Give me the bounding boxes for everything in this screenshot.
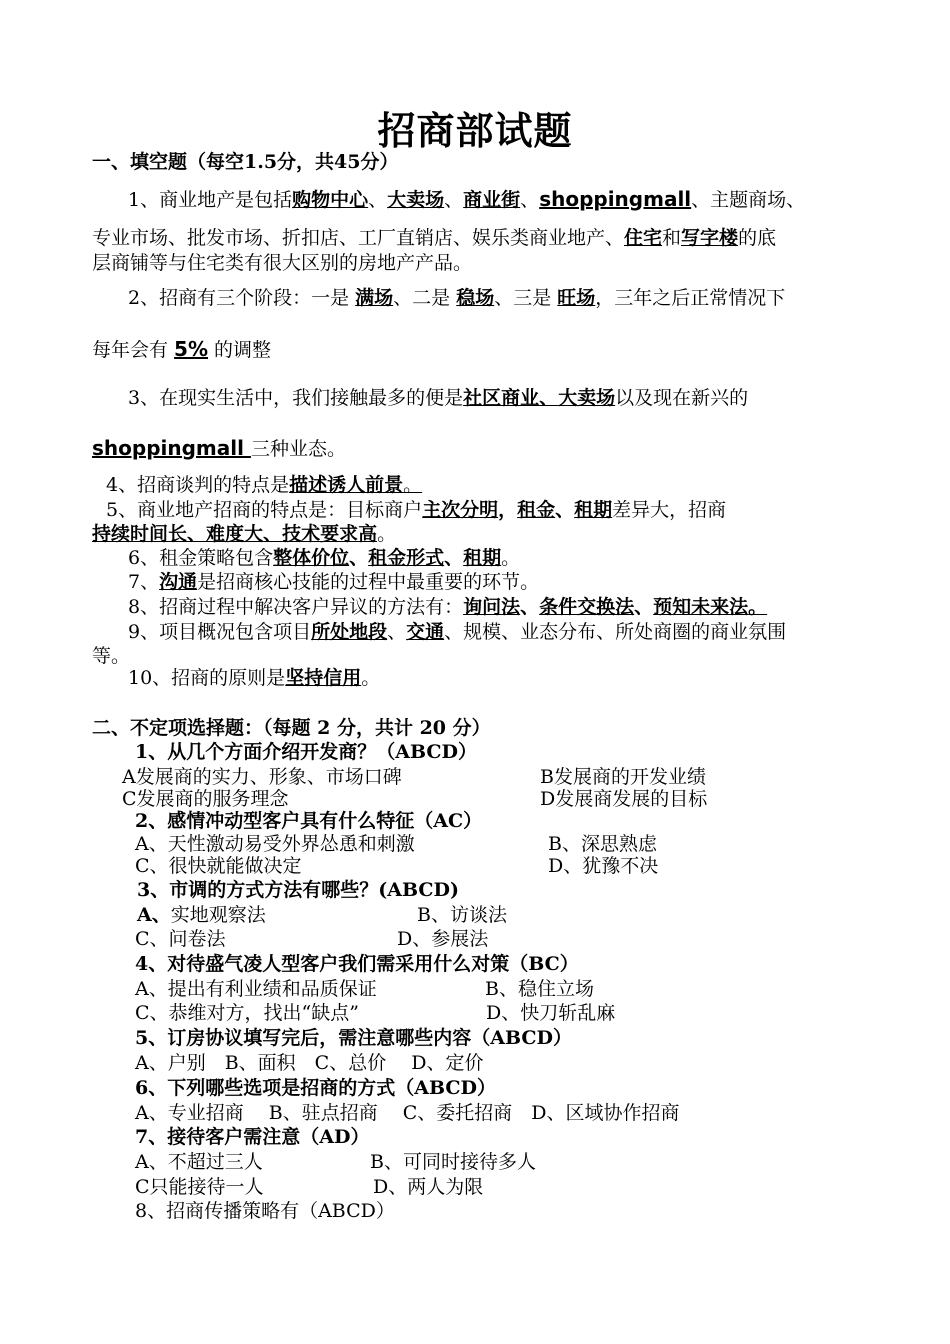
- q9-text-2: 、规模、业态分布、所处商圈的商业氛围: [444, 621, 787, 643]
- q8-line: [128, 595, 767, 619]
- mc7-option-b: B、可同时接待多人: [370, 1151, 536, 1173]
- q3-text-2: 以及现在新兴的: [615, 387, 749, 409]
- q1-line3: 层商铺等与住宅类有很大区别的房地产产品。: [92, 252, 473, 274]
- q7-text: 7、: [128, 571, 160, 593]
- mc3-option-b: B、访谈法: [417, 904, 507, 926]
- q3-line1: [128, 386, 748, 410]
- mc4-question: 4、对待盛气凌人型客户我们需采用什么对策（BC）: [135, 953, 579, 975]
- q5-line1: [106, 498, 726, 522]
- q1-answer-2: 大卖场: [387, 189, 445, 211]
- section2-heading: 二、不定项选择题：（每题 2 分，共计 20 分）: [92, 717, 491, 739]
- q3-text: 3、在现实生活中，我们接触最多的便是: [128, 387, 464, 409]
- q8-text: 8、招商过程中解决客户异议的方法有：: [128, 596, 464, 618]
- q8-sep-2: 、: [634, 596, 654, 618]
- q5-answer-2: 租金: [517, 499, 556, 521]
- q1-sep-3: 、: [520, 189, 540, 211]
- mc5-question: 5、订房协议填写完后，需注意哪些内容（ABCD）: [135, 1027, 572, 1049]
- mc2-option-d: D、犹豫不决: [548, 855, 659, 877]
- q10-line: [128, 666, 380, 690]
- q5-answer-4: 持续时间长: [92, 523, 188, 545]
- mc1-option-a: A发展商的实力、形象、市场口碑: [122, 766, 402, 788]
- mc3-option-a-letter: A、: [137, 904, 171, 926]
- q1-text-2: 、主题商场、: [691, 189, 806, 211]
- q5-sep-1: ，: [498, 499, 518, 521]
- mc1-question: 1、从几个方面介绍开发商？（ABCD）: [135, 741, 477, 763]
- q10-answer-1: 坚持信用: [285, 667, 362, 689]
- q2-text-5: 每年会有: [92, 339, 175, 361]
- q2-text-6: 的调整: [208, 339, 272, 361]
- mc7-option-d: D、两人为限: [373, 1176, 484, 1198]
- mc1-option-d: D发展商发展的目标: [540, 788, 708, 810]
- mc6-options: A、专业招商 B、驻点招商 C、委托招商 D、区域协作招商: [135, 1102, 680, 1124]
- q3-answer-3: shoppingmall: [92, 436, 251, 460]
- q6-line: [128, 546, 520, 570]
- q2-line1: [128, 286, 785, 310]
- q2-answer-1: 满场: [355, 287, 394, 309]
- mc8-question: 8、招商传播策略有（ABCD）: [135, 1200, 395, 1222]
- q5-answer-1: 主次分明: [422, 499, 499, 521]
- q8-sep-1: 、: [520, 596, 540, 618]
- q1-text: 1、商业地产是包括: [128, 189, 293, 211]
- mc4-option-d: D、快刀斩乱麻: [486, 1002, 616, 1024]
- q2-text-4: ，三年之后正常情况下: [595, 287, 786, 309]
- mc4-option-c: C、恭维对方，找出“缺点”: [135, 1002, 359, 1024]
- q3-answer-1: 社区商业: [463, 387, 540, 409]
- mc2-option-c: C、很快就能做决定: [135, 855, 302, 877]
- mc1-option-c: C发展商的服务理念: [122, 788, 289, 810]
- q2-answer-4: 5%: [174, 337, 209, 361]
- q1-answer-4: shoppingmall: [539, 187, 692, 211]
- q2-line2: [92, 337, 271, 362]
- q2-text-3: 、三是: [494, 287, 558, 309]
- mc7-option-a: A、不超过三人: [135, 1151, 263, 1173]
- q5-line2: [92, 522, 396, 546]
- mc6-question: 6、下列哪些选项是招商的方式（ABCD）: [135, 1077, 496, 1099]
- mc3-option-a: [137, 903, 266, 927]
- q7-line: [128, 570, 539, 594]
- q1-answer-5: 住宅: [624, 227, 663, 249]
- q1-text-5: 的底: [738, 227, 777, 249]
- q1-answer-3: 商业街: [463, 189, 521, 211]
- q3-line2: [92, 436, 346, 461]
- q3-answer-2: 大卖场: [558, 387, 616, 409]
- mc2-question: 2、感情冲动型客户具有什么特征（AC）: [135, 810, 483, 832]
- section1-heading: 一、填空题（每空1.5分，共45分）: [92, 151, 399, 173]
- q5-answer-3: 租期: [574, 499, 613, 521]
- q9-sep-1: 、: [387, 621, 407, 643]
- q8-text-2: 。: [748, 596, 768, 618]
- q9-answer-1: 所处地段: [311, 621, 388, 643]
- q5-sep-4: 、: [263, 523, 283, 545]
- q10-text-2: 。: [361, 667, 381, 689]
- mc7-question: 7、接待客户需注意（AD）: [135, 1126, 370, 1148]
- q5-sep-2: 、: [555, 499, 575, 521]
- mc1-option-b: B发展商的开发业绩: [540, 766, 706, 788]
- q5-text: 5、商业地产招商的特点是：目标商户: [106, 499, 423, 521]
- q6-sep-2: 、: [444, 547, 464, 569]
- q9-line2: 等。: [92, 645, 131, 667]
- mc3-option-d: D、参展法: [397, 928, 489, 950]
- q1-text-4: 和: [662, 227, 682, 249]
- mc3-question: 3、市调的方式方法有哪些？(ABCD): [137, 879, 459, 901]
- q2-answer-2: 稳场: [456, 287, 495, 309]
- q1-answer-6: 写字楼: [681, 227, 739, 249]
- q1-answer-1: 购物中心: [292, 189, 369, 211]
- q5-text-2: 差异大，招商: [612, 499, 727, 521]
- q9-text: 9、项目概况包含项目: [128, 621, 312, 643]
- q6-text: 6、租金策略包含: [128, 547, 274, 569]
- q8-answer-2: 条件交换法: [539, 596, 635, 618]
- q7-text-2: 是招商核心技能的过程中最重要的环节。: [197, 571, 540, 593]
- q6-sep-1: 、: [349, 547, 369, 569]
- q4-line: [106, 473, 422, 497]
- q9-line1: [128, 620, 786, 644]
- q4-text: 4、招商谈判的特点是: [106, 474, 290, 496]
- q9-answer-2: 交通: [406, 621, 445, 643]
- q2-text: 2、招商有三个阶段：一是: [128, 287, 356, 309]
- q5-answer-5: 难度大: [206, 523, 264, 545]
- q3-sep-1: 、: [539, 387, 559, 409]
- q3-text-3: 三种业态。: [250, 438, 346, 460]
- q1-text-3: 专业市场、批发市场、折扣店、工厂直销店、娱乐类商业地产、: [92, 227, 625, 249]
- q4-text-2: 。: [403, 474, 423, 496]
- mc4-option-b: B、稳住立场: [485, 978, 594, 1000]
- mc3-option-c: C、问卷法: [135, 928, 226, 950]
- q10-text: 10、招商的原则是: [128, 667, 286, 689]
- page-title: 招商部试题: [377, 108, 573, 153]
- q5-sep-3: 、: [187, 523, 207, 545]
- q1-sep-1: 、: [368, 189, 388, 211]
- q1-sep-2: 、: [444, 189, 464, 211]
- q2-answer-3: 旺场: [557, 287, 596, 309]
- q6-answer-3: 租期: [463, 547, 502, 569]
- q2-text-2: 、二是: [393, 287, 457, 309]
- q5-answer-6: 技术要求高: [282, 523, 378, 545]
- q6-text-2: 。: [501, 547, 521, 569]
- mc4-option-a: A、提出有利业绩和品质保证: [135, 978, 377, 1000]
- q4-answer-1: 描述诱人前景: [289, 474, 404, 496]
- q1-line1: [128, 187, 805, 212]
- q6-answer-2: 租金形式: [368, 547, 445, 569]
- q1-line2: [92, 226, 776, 250]
- q7-answer-1: 沟通: [159, 571, 198, 593]
- q6-answer-1: 整体价位: [273, 547, 350, 569]
- mc2-option-b: B、深思熟虑: [548, 833, 657, 855]
- mc2-option-a: A、天性激动易受外界怂恿和刺激: [135, 833, 415, 855]
- mc5-options: A、户别 B、面积 C、总价 D、定价: [135, 1052, 484, 1074]
- mc3-option-a-text: 实地观察法: [170, 904, 266, 926]
- q5-text-3: 。: [377, 523, 397, 545]
- mc7-option-c: C只能接待一人: [135, 1176, 264, 1198]
- q8-answer-3: 预知未来法: [653, 596, 749, 618]
- q8-answer-1: 询问法: [463, 596, 521, 618]
